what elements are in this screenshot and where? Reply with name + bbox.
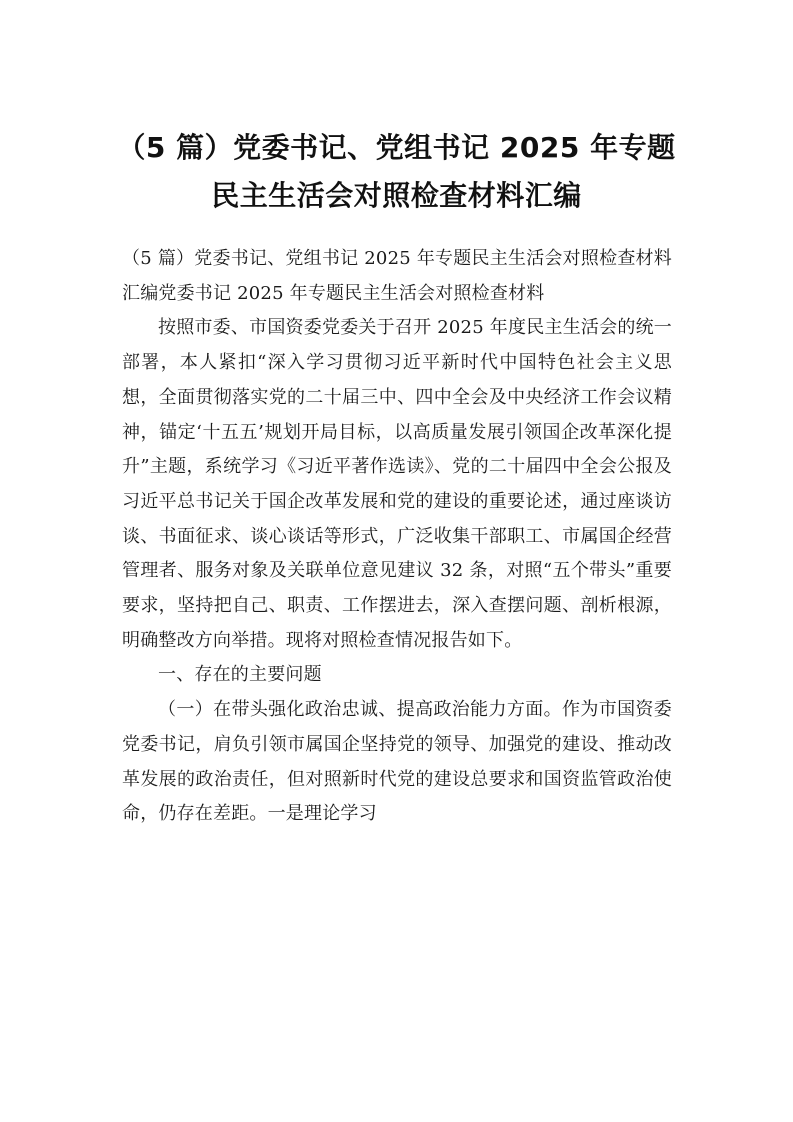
document-body bbox=[122, 242, 672, 832]
section-heading: 一、存在的主要问题 bbox=[158, 664, 322, 686]
body-paragraph: 按照市委、市国资委党委关于召开 2025 年度民主生活会的统一部署，本人紧扣“深入学习贯彻习近平新时代中国特色社会主义思想，全面贯彻落实党的二十届三中、四中全会及中央经济工作会议精神，锚定‘十五五’规划开局目标，以高质量发展引领国企改革深化提升”主题，系统学习《习近平著作选读》、党的二十届四中全会公报及习近平总书记关于国企改革发展和党的建设的重要论述，通过座谈访谈、书面征求、谈心谈话等形式，广泛收集干部职工、市属国企经营管理者、服务对象及关联单位意见建议 32 条，对照“五个带头”重要要求，坚持把自己、职责、工作摆进去，深入查摆问题、剖析根源，明确整改方向举措。现将对照检查情况报告如下。 bbox=[122, 317, 672, 651]
intro-paragraph: （5 篇）党委书记、党组书记 2025 年专题民主生活会对照检查材料汇编党委书记 2025 年专题民主生活会对照检查材料 bbox=[122, 248, 672, 304]
body-paragraph: （一）在带头强化政治忠诚、提高政治能力方面。作为市国资委党委书记，肩负引领市属国企坚持党的领导、加强党的建设、推动改革发展的政治责任，但对照新时代党的建设总要求和国资监管政治使命，仍存在差距。一是理论学习 bbox=[122, 699, 672, 825]
document-title: （5 篇）党委书记、党组书记 2025 年专题民主生活会对照检查材料汇编 bbox=[117, 131, 676, 212]
